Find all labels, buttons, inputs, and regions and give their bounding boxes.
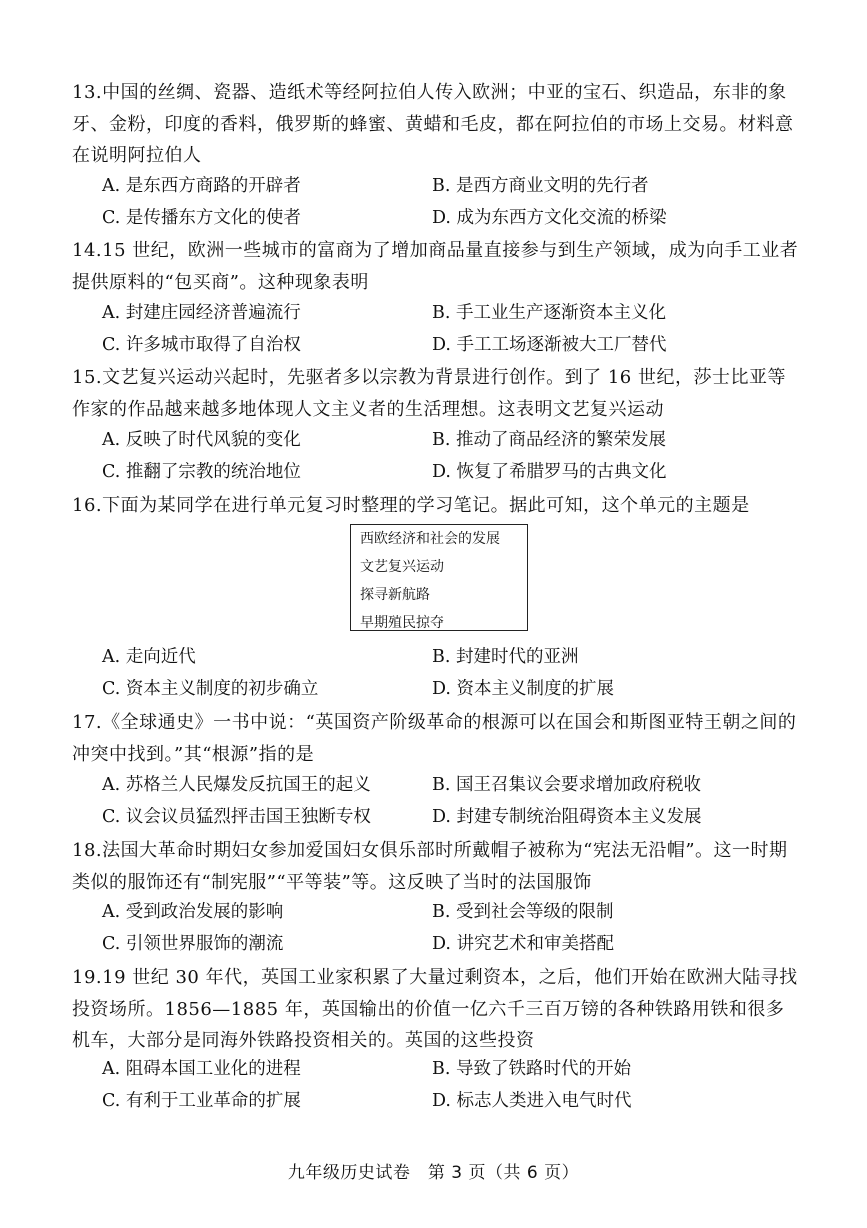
- option-d: D. 讲究艺术和审美搭配: [432, 933, 615, 954]
- option-b: B. 国王召集议会要求增加政府税收: [432, 775, 701, 795]
- option-c: C. 引领世界服饰的潮流: [102, 933, 284, 954]
- option-c: C. 议会议员猛烈抨击国王独断专权: [102, 806, 371, 827]
- option-d: D. 标志人类进入电气时代: [432, 1090, 632, 1111]
- study-notes-box: [350, 524, 528, 631]
- note-item: 西欧经济和社会的发展: [360, 531, 500, 547]
- option-a: A. 苏格兰人民爆发反抗国王的起义: [102, 775, 371, 795]
- question-13: [72, 77, 802, 172]
- question-13-options: [72, 171, 802, 234]
- question-stem: 15.文艺复兴运动兴起时，先驱者多以宗教为背景进行创作。到了 16 世纪，莎士比亚等作家的作品越来越多地体现人文主义者的生活理想。这表明文艺复兴运动: [72, 367, 786, 420]
- question-stem: 13.中国的丝绸、瓷器、造纸术等经阿拉伯人传入欧洲；中亚的宝石、织造品，东非的象牙、金粉，印度的香料，俄罗斯的蜂蜜、黄蜡和毛皮，都在阿拉伯的市场上交易。材料意在说明阿拉伯人: [72, 82, 794, 166]
- note-item: 文艺复兴运动: [360, 559, 444, 575]
- question-17: [72, 707, 802, 770]
- option-b: B. 是西方商业文明的先行者: [432, 176, 649, 196]
- option-a: A. 阻碍本国工业化的进程: [102, 1059, 301, 1079]
- option-b: B. 推动了商品经济的繁荣发展: [432, 430, 666, 450]
- question-stem: 19.19 世纪 30 年代，英国工业家积累了大量过剩资本，之后，他们开始在欧洲大陆寻找投资场所。1856—1885 年，英国输出的价值一亿六千三百万镑的各种铁路用铁和很多机车，大部分是同海外铁路投资相关的。英国的这些投资: [72, 967, 798, 1051]
- question-stem: 16.下面为某同学在进行单元复习时整理的学习笔记。据此可知，这个单元的主题是: [72, 495, 750, 516]
- question-18: [72, 835, 802, 898]
- option-d: D. 手工工场逐渐被大工厂替代: [432, 334, 667, 355]
- option-c: C. 是传播东方文化的使者: [102, 207, 301, 228]
- option-a: A. 是东西方商路的开辟者: [102, 176, 301, 196]
- question-15-options: [72, 425, 802, 488]
- page-footer: 九年级历史试卷 第 3 页（共 6 页）: [287, 1163, 580, 1183]
- option-b: B. 导致了铁路时代的开始: [432, 1059, 631, 1079]
- option-b: B. 封建时代的亚洲: [432, 647, 579, 667]
- question-stem: 14.15 世纪，欧洲一些城市的富商为了增加商品量直接参与到生产领域，成为向手工业者提供原料的“包买商”。这种现象表明: [72, 240, 799, 293]
- option-a: A. 走向近代: [102, 647, 196, 667]
- option-c: C. 有利于工业革命的扩展: [102, 1090, 301, 1111]
- question-14: [72, 235, 802, 298]
- option-b: B. 受到社会等级的限制: [432, 902, 614, 922]
- option-c: C. 资本主义制度的初步确立: [102, 678, 319, 699]
- note-item: 探寻新航路: [360, 587, 430, 603]
- question-stem: 17.《全球通史》一书中说：“英国资产阶级革命的根源可以在国会和斯图亚特王朝之间的冲突中找到。”其“根源”指的是: [72, 712, 797, 765]
- question-19: [72, 962, 802, 1057]
- question-18-options: [72, 897, 802, 960]
- option-a: A. 封建庄园经济普遍流行: [102, 303, 301, 323]
- question-stem: 18.法国大革命时期妇女参加爱国妇女俱乐部时所戴帽子被称为“宪法无沿帽”。这一时期类似的服饰还有“制宪服”“平等装”等。这反映了当时的法国服饰: [72, 840, 788, 893]
- option-c: C. 许多城市取得了自治权: [102, 334, 301, 355]
- question-15: [72, 362, 802, 425]
- question-14-options: [72, 298, 802, 361]
- option-c: C. 推翻了宗教的统治地位: [102, 461, 301, 482]
- note-item: 早期殖民掠夺: [360, 615, 444, 631]
- option-d: D. 成为东西方文化交流的桥梁: [432, 207, 667, 228]
- option-d: D. 封建专制统治阻碍资本主义发展: [432, 806, 702, 827]
- question-16: [72, 490, 802, 522]
- question-17-options: [72, 770, 802, 833]
- option-a: A. 受到政治发展的影响: [102, 902, 284, 922]
- option-d: D. 资本主义制度的扩展: [432, 678, 615, 699]
- question-19-options: [72, 1054, 802, 1117]
- option-a: A. 反映了时代风貌的变化: [102, 430, 301, 450]
- option-d: D. 恢复了希腊罗马的古典文化: [432, 461, 667, 482]
- question-16-options: [72, 642, 802, 705]
- option-b: B. 手工业生产逐渐资本主义化: [432, 303, 666, 323]
